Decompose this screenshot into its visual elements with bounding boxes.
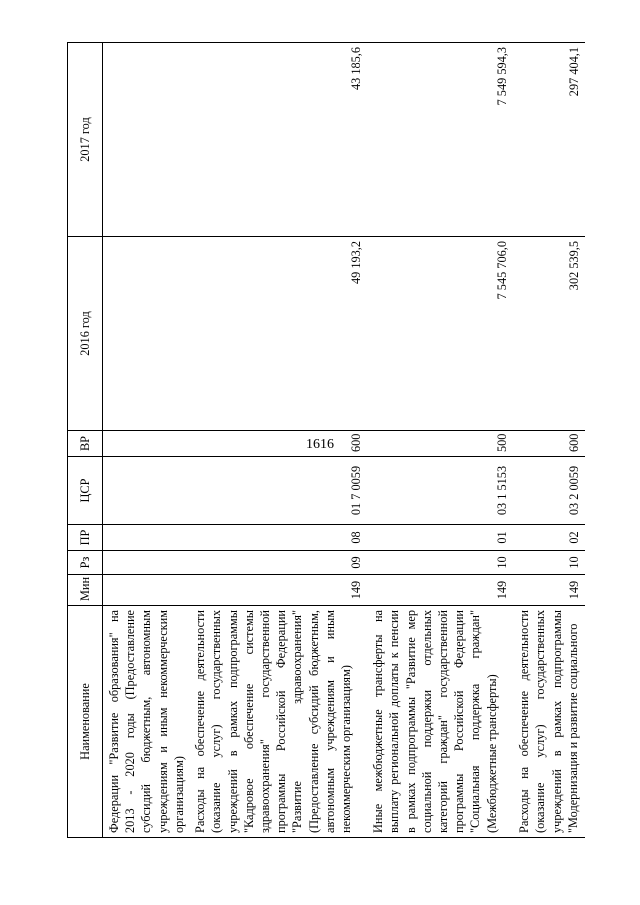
row-rz: 10 — [367, 551, 513, 575]
table-row — [189, 43, 367, 838]
row-csr: 03 1 5153 — [367, 457, 513, 525]
row-2017 — [103, 43, 190, 237]
row-pr — [103, 525, 190, 551]
budget-table — [67, 42, 585, 838]
row-name: Расходы на обеспечение деятельности (оказание услуг) государственных учреждений в рамках подпрограммы "Кадровое обеспечение системы здравоохранения" государственной программы Российской Федерации "Развитие здравоохранения" (Предоставление субсидий бюджетным, автономным учреждениям и иным некоммерческим организациям) — [189, 606, 367, 838]
row-vr: 600 — [189, 431, 367, 457]
row-rz: 10 — [513, 551, 585, 575]
row-min — [103, 575, 190, 606]
row-2016 — [103, 237, 190, 431]
header-csr: ЦСР — [68, 457, 103, 525]
header-vr: ВР — [68, 431, 103, 457]
row-vr: 500 — [367, 431, 513, 457]
row-pr: 08 — [189, 525, 367, 551]
row-min: 149 — [367, 575, 513, 606]
row-2017: 7 549 594,3 — [367, 43, 513, 237]
page-number: 1616 — [306, 437, 334, 452]
row-2017: 297 404,1 — [513, 43, 585, 237]
row-min: 149 — [513, 575, 585, 606]
row-pr: 01 — [367, 525, 513, 551]
row-csr: 03 2 0059 — [513, 457, 585, 525]
table-row — [513, 43, 585, 838]
row-csr — [103, 457, 190, 525]
header-pr: ПР — [68, 525, 103, 551]
budget-table-rotated — [67, 43, 607, 838]
header-rz: Рз — [68, 551, 103, 575]
header-min: Мин — [68, 575, 103, 606]
row-name: Федерации "Развитие образования" на 2013 - 2020 годы (Предоставление субсидий бюджетным, автономным учреждениям и иным некоммерческим организациям) — [103, 606, 190, 838]
table-row — [103, 43, 190, 838]
row-2017: 43 185,6 — [189, 43, 367, 237]
table-header-row — [68, 43, 103, 838]
row-rz — [103, 551, 190, 575]
row-2016: 302 539,5 — [513, 237, 585, 431]
row-csr: 01 7 0059 — [189, 457, 367, 525]
row-2016: 7 545 706,0 — [367, 237, 513, 431]
row-2016: 49 193,2 — [189, 237, 367, 431]
header-2016: 2016 год — [68, 237, 103, 431]
row-min: 149 — [189, 575, 367, 606]
row-rz: 09 — [189, 551, 367, 575]
row-name: Иные межбюджетные трансферты на выплату региональной доплаты к пенсии в рамках подпрограммы "Развитие мер социальной поддержки отдельных категорий граждан" государственной программы Российской Федерации "Социальная поддержка граждан" (Межбюджетные трансферты) — [367, 606, 513, 838]
header-name: Наименование — [68, 606, 103, 838]
table-row — [367, 43, 513, 838]
row-pr: 02 — [513, 525, 585, 551]
row-name: Расходы на обеспечение деятельности (оказание услуг) государственных учреждений в рамках подпрограммы "Модернизация и развитие социального — [513, 606, 585, 838]
header-2017: 2017 год — [68, 43, 103, 237]
row-vr: 600 — [513, 431, 585, 457]
row-vr — [103, 431, 190, 457]
